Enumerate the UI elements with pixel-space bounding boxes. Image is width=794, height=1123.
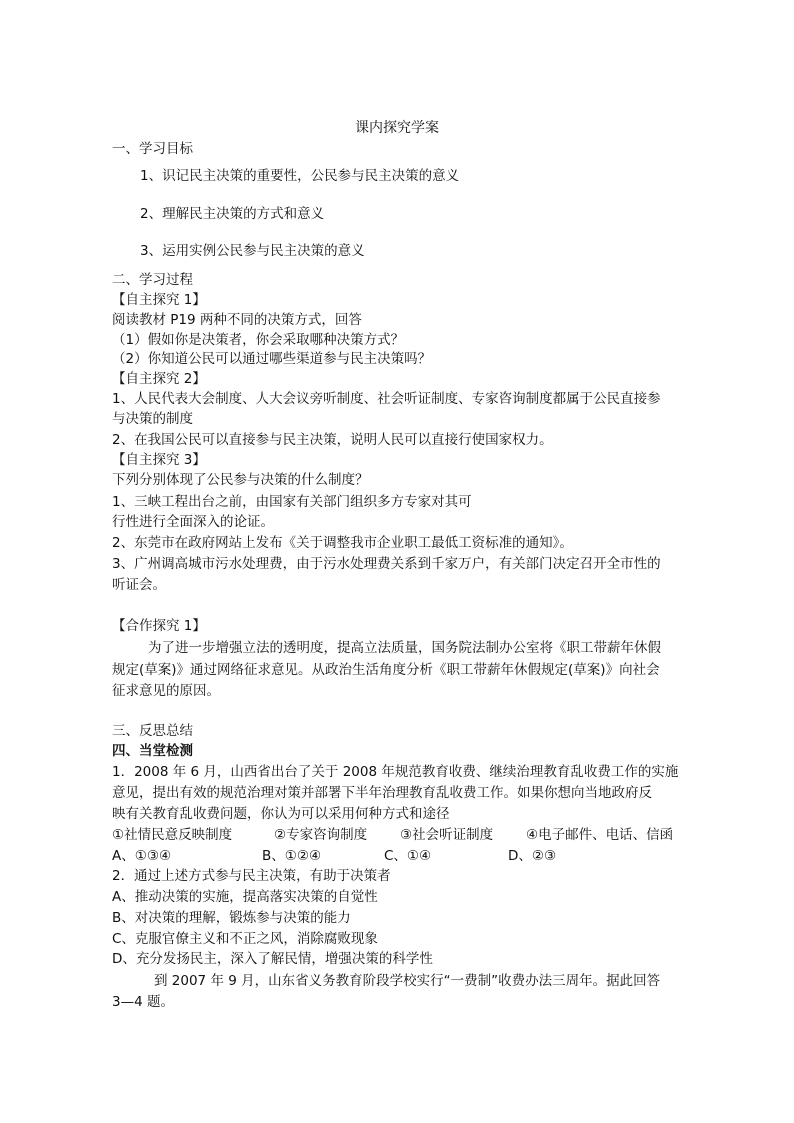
section3-heading: 三、反思总结 [112, 723, 193, 739]
explore1-label: 【自主探究 1】 [112, 292, 206, 308]
explore2-statement2: 2、在我国公民可以直接参与民主决策，说明人民可以直接行使国家权力。 [112, 432, 553, 448]
quiz-q1-stem-cont: 意见，提出有效的规范治理对策并部署下半年治理教育乱收费工作。如果你想向当地政府反 [112, 785, 652, 801]
quiz-q2-choice-d: D、充分发扬民主，深入了解民情，增强决策的科学性 [112, 951, 433, 967]
explore2-statement1-cont: 与决策的制度 [112, 411, 193, 427]
explore3-item1: 1、三峡工程出台之前，由国家有关部门组织多方专家对其可 [112, 494, 472, 510]
section2-heading: 二、学习过程 [112, 272, 193, 288]
explore3-item3-cont: 听证会。 [112, 577, 166, 593]
section4-heading: 四、当堂检测 [112, 743, 193, 759]
quiz-q2-stem: 2．通过上述方式参与民主决策，有助于决策者 [112, 868, 391, 884]
quiz-q1-item-1: ①社情民意反映制度 [112, 827, 233, 843]
explore3-label: 【自主探究 3】 [112, 452, 206, 468]
quiz-q1-choice-d: D、②③ [508, 848, 557, 864]
quiz-q2-choice-c: C、克服官僚主义和不正之风，消除腐败现象 [112, 931, 378, 947]
explore3-question: 下列分别体现了公民参与决策的什么制度？ [112, 472, 369, 488]
explore1-q2: （2）你知道公民可以通过哪些渠道参与民主决策吗？ [112, 351, 432, 367]
page-title: 课内探究学案 [355, 120, 439, 136]
quiz-q1-stem-end: 映有关教育乱收费问题，你认为可以采用何种方式和途径 [112, 806, 450, 822]
coop1-label: 【合作探究 1】 [112, 618, 206, 634]
coop1-text-cont: 规定(草案)》通过网络征求意见。从政治生活角度分析《职工带薪年休假规定(草案)》向社会 [112, 662, 660, 678]
coop1-text-end: 征求意见的原因。 [112, 683, 220, 699]
quiz-context-note: 到 2007 年 9 月，山东省义务教育阶段学校实行“一费制”收费办法三周年。据此回答 [154, 973, 661, 989]
explore3-item2: 2、东莞市在政府网站上发布《关于调整我市企业职工最低工资标准的通知》。 [112, 535, 573, 551]
explore1-q1: （1）假如你是决策者，你会采取哪种决策方式？ [112, 332, 405, 348]
quiz-q2-choice-b: B、对决策的理解，锻炼参与决策的能力 [112, 910, 351, 926]
quiz-q1-stem: 1．2008 年 6 月，山西省出台了关于 2008 年规范教育收费、继续治理教育乱收费工作的实施 [112, 764, 679, 780]
quiz-context-note-cont: 3—4 题。 [112, 994, 174, 1010]
quiz-q1-choice-a: A、①③④ [112, 848, 172, 864]
goal-1: 1、识记民主决策的重要性，公民参与民主决策的意义 [140, 168, 460, 184]
quiz-q1-choice-c: C、①④ [384, 848, 432, 864]
goal-2: 2、理解民主决策的方式和意义 [140, 206, 325, 222]
coop1-text: 为了进一步增强立法的透明度，提高立法质量，国务院法制办公室将《职工带薪年休假 [148, 640, 661, 656]
section1-heading: 一、学习目标 [112, 141, 193, 157]
explore3-item1-cont: 行性进行全面深入的论证。 [112, 514, 274, 530]
explore2-label: 【自主探究 2】 [112, 371, 206, 387]
explore1-intro: 阅读教材 P19 两种不同的决策方式，回答 [112, 312, 362, 328]
explore3-item3: 3、广州调高城市污水处理费，由于污水处理费关系到千家万户，有关部门决定召开全市性的 [112, 556, 661, 572]
quiz-q1-item-4: ④电子邮件、电话、信函 [526, 827, 674, 843]
quiz-q2-choice-a: A、推动决策的实施，提高落实决策的自觉性 [112, 889, 378, 905]
quiz-q1-item-3: ③社会听证制度 [400, 827, 494, 843]
goal-3: 3、运用实例公民参与民主决策的意义 [140, 243, 365, 259]
quiz-q1-item-2: ②专家咨询制度 [274, 827, 368, 843]
explore2-statement1: 1、人民代表大会制度、人大会议旁听制度、社会听证制度、专家咨询制度都属于公民直接参 [112, 391, 661, 407]
quiz-q1-choice-b: B、①②④ [262, 848, 322, 864]
